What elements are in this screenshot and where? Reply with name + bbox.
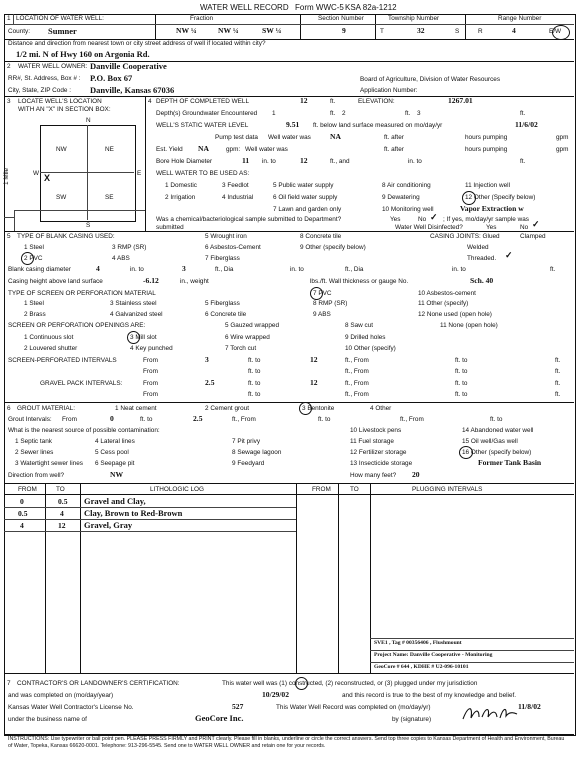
- contam-fertilizer[interactable]: 12 Fertilizer storage: [350, 449, 407, 456]
- gpi-to-label-3: ft. to: [248, 391, 261, 398]
- gpm-label-2: gpm: [556, 146, 569, 153]
- chem-if-yes: ; If yes, mo/day/yr sample was: [443, 216, 529, 223]
- use-other-value[interactable]: Vapor Extraction w: [460, 204, 524, 213]
- use-lawn[interactable]: 7 Lawn and garden only: [273, 206, 342, 213]
- contam-pit-privy[interactable]: 7 Pit privy: [232, 438, 261, 445]
- opening-key-punched[interactable]: 4 Key punched: [130, 345, 173, 352]
- contam-other-circle: [459, 446, 473, 459]
- static-level-text: ft. below land surface measured on mo/day/yr: [313, 122, 443, 129]
- est-yield-value[interactable]: NA: [198, 144, 209, 153]
- threaded-check-icon: ✓: [505, 250, 513, 260]
- depth-label: DEPTH OF COMPLETED WELL: [156, 98, 250, 105]
- well-water-was-label: Well water was: [268, 134, 311, 141]
- grout-other[interactable]: 4 Other: [370, 405, 392, 412]
- use-injection-well[interactable]: 11 Injection well: [465, 182, 510, 189]
- casing-height-label: Casing height above land surface: [8, 278, 103, 285]
- spi-from-label-2: From: [143, 368, 158, 375]
- chem-yes[interactable]: Yes: [390, 216, 401, 223]
- well-x-mark: X: [44, 173, 51, 183]
- gw-3: 3: [417, 110, 421, 117]
- bore-in-to: in. to: [262, 158, 276, 165]
- section-1-number: 1: [7, 15, 11, 22]
- business-name[interactable]: GeoCore Inc.: [195, 713, 244, 723]
- application-number-label: Application Number:: [360, 87, 418, 94]
- use-irrigation[interactable]: 2 Irrigation: [165, 194, 196, 201]
- elevation-label: ELEVATION:: [358, 98, 395, 105]
- log-row-1-desc[interactable]: Gravel and Clay,: [84, 496, 146, 506]
- bore-hole-label: Bore Hole Diameter: [156, 158, 213, 165]
- contam-seepage[interactable]: 6 Seepage pit: [95, 460, 135, 467]
- log-to-header-2: TO: [350, 486, 359, 493]
- contam-cess-pool[interactable]: 5 Cess pool: [95, 449, 129, 456]
- bore-ft: ft.: [520, 158, 526, 165]
- section-number-label: Section Number: [318, 15, 364, 22]
- gpi-ft: ft.: [555, 380, 561, 387]
- gpi-ft-2: ft.: [555, 391, 561, 398]
- business-label: under the business name of: [8, 716, 87, 723]
- true-text: and this record is true to the best of my knowledge and belief.: [342, 692, 517, 699]
- screen-brass[interactable]: 2 Brass: [24, 311, 46, 318]
- gpi-ft-from: ft., From: [345, 380, 369, 387]
- casing-rmp[interactable]: 3 RMP (SR): [112, 244, 147, 251]
- contam-livestock[interactable]: 10 Livestock pens: [350, 427, 402, 434]
- address-label: RR#, St. Address, Box # :: [8, 75, 81, 82]
- blank-in-to-2: in. to: [290, 266, 304, 273]
- county-value[interactable]: Sumner: [48, 26, 77, 36]
- screen-concrete[interactable]: 6 Concrete tile: [205, 311, 247, 318]
- screen-abs[interactable]: 9 ABS: [313, 311, 331, 318]
- certification-label: CONTRACTOR'S OR LANDOWNER'S CERTIFICATION:: [17, 680, 180, 687]
- gpi-to-label-4: ft. to: [455, 391, 468, 398]
- opening-other[interactable]: 10 Other (specify): [345, 345, 396, 352]
- completed-label: and was completed on (mo/day/year): [8, 692, 114, 699]
- opening-mill-slot[interactable]: 3 Mill slot: [130, 334, 157, 341]
- submitted-label: submitted: [156, 224, 184, 231]
- fraction-3[interactable]: SW ¼: [262, 26, 282, 35]
- log-row-3-to[interactable]: 12: [58, 521, 66, 530]
- well-water-was-label-2: Well water was: [245, 146, 288, 153]
- contam-oil-gas[interactable]: 15 Oil well/Gas well: [462, 438, 518, 445]
- use-dewatering[interactable]: 9 Dewatering: [382, 194, 420, 201]
- wall-thickness-value[interactable]: Sch. 40: [470, 276, 494, 285]
- direction-value[interactable]: NW: [110, 470, 124, 479]
- log-row-2-from[interactable]: 0.5: [18, 509, 28, 518]
- completed-date[interactable]: 10/29/02: [262, 690, 290, 699]
- screen-pvc-circle: [310, 287, 323, 300]
- est-yield-unit: gpm:: [226, 146, 241, 153]
- use-label: WELL WATER TO BE USED AS:: [156, 170, 250, 177]
- after-label: ft. after: [384, 134, 404, 141]
- record-completed-date[interactable]: 11/8/02: [518, 702, 541, 711]
- screen-none[interactable]: 12 None used (open hole): [418, 311, 492, 318]
- bentonite-circle: [299, 402, 312, 415]
- log-to-header: TO: [56, 486, 65, 493]
- gpi-from-label: From: [143, 380, 158, 387]
- disinfected-label: Water Well Disinfected?: [395, 224, 463, 231]
- contam-lateral[interactable]: 4 Lateral lines: [95, 438, 135, 445]
- use-other[interactable]: 12 Other (Specify below): [465, 194, 536, 201]
- after-label-2: ft. after: [384, 146, 404, 153]
- disinfected-no[interactable]: No: [520, 224, 529, 231]
- grout-neat-cement[interactable]: 1 Neat cement: [115, 405, 157, 412]
- spi-ft-2: ft.: [555, 368, 561, 375]
- owner-value[interactable]: Danville Cooperative: [90, 61, 167, 71]
- use-industrial[interactable]: 4 Industrial: [222, 194, 254, 201]
- gw-ft-2: ft.: [405, 110, 411, 117]
- locate-label-1: LOCATE WELL'S LOCATION: [18, 98, 102, 105]
- quad-nw: NW: [56, 146, 67, 153]
- disinfected-yes[interactable]: Yes: [486, 224, 497, 231]
- constructed-circle: [295, 677, 308, 690]
- distance-label: Distance and direction from nearest town or city street address of well if located within city?: [8, 40, 266, 47]
- contam-feedyard[interactable]: 9 Feedyard: [232, 460, 265, 467]
- contam-insecticide[interactable]: 13 Insecticide storage: [350, 460, 413, 467]
- form-title: WATER WELL RECORD: [200, 3, 289, 12]
- section-number-value[interactable]: 9: [342, 26, 346, 35]
- quad-ne: NE: [105, 146, 114, 153]
- pump-na[interactable]: NA: [330, 132, 341, 141]
- gw-1: 1: [272, 110, 276, 117]
- spi-to-label-3: ft. to: [248, 368, 261, 375]
- screen-stainless[interactable]: 3 Stainless steel: [110, 300, 157, 307]
- screen-asbestos[interactable]: 10 Asbestos-cement: [418, 290, 476, 297]
- section-4-number: 4: [148, 98, 152, 105]
- blank-ft: ft.: [550, 266, 556, 273]
- west-label: W: [33, 170, 40, 177]
- township-value[interactable]: 32: [417, 26, 425, 35]
- distance-value[interactable]: 1/2 mi. N of Hwy 160 on Argonia Rd.: [16, 49, 150, 59]
- screen-pvc[interactable]: 7 PVC: [313, 290, 332, 297]
- log-from-header-2: FROM: [312, 486, 331, 493]
- opening-saw-cut[interactable]: 8 Saw cut: [345, 322, 374, 329]
- certification-text: This water well was (1) constructed, (2) reconstructed, or (3) plugged under my jurisdiction: [222, 680, 478, 687]
- grout-to-value[interactable]: 2.5: [193, 414, 203, 423]
- disinfected-no-check-icon: ✓: [532, 219, 540, 229]
- range-r: R: [478, 28, 483, 35]
- screen-rmp[interactable]: 8 RMP (SR): [313, 300, 348, 307]
- hours-pumping-label-2: hours pumping: [465, 146, 508, 153]
- blank-diameter-label: Blank casing diameter: [8, 266, 71, 273]
- casing-pvc-circle: [21, 252, 34, 265]
- wall-thickness-label: lbs./ft. Wall thickness or gauge No.: [310, 278, 409, 285]
- fraction-label: Fraction: [190, 15, 214, 22]
- township-t: T: [380, 28, 384, 35]
- contam-watertight[interactable]: 3 Watertight sewer lines: [15, 460, 83, 467]
- contam-sewer[interactable]: 2 Sewer lines: [15, 449, 54, 456]
- blank-ft-dia: ft., Dia: [215, 266, 234, 273]
- opening-continuous[interactable]: 1 Continuous slot: [24, 334, 74, 341]
- grout-label: GROUT MATERIAL:: [17, 405, 75, 412]
- log-lithologic-header: LITHOLOGIC LOG: [150, 486, 204, 493]
- elevation-value[interactable]: 1267.01: [448, 96, 473, 105]
- screen-galvanized[interactable]: 4 Galvanized steel: [110, 311, 163, 318]
- opening-wire-wrapped[interactable]: 6 Wire wrapped: [225, 334, 270, 341]
- static-level-label: WELL'S STATIC WATER LEVEL: [156, 122, 249, 129]
- openings-label: SCREEN OR PERFORATION OPENINGS ARE:: [8, 322, 146, 329]
- screen-other[interactable]: 11 Other (specify): [418, 300, 469, 307]
- spi-to-label-4: ft. to: [455, 368, 468, 375]
- signature-image: [460, 702, 520, 724]
- casing-weight-label: in., weight: [180, 278, 209, 285]
- static-level-value[interactable]: 9.51: [286, 120, 300, 129]
- gpi-from-value[interactable]: 2.5: [205, 378, 215, 387]
- section-5-number: 5: [7, 233, 11, 240]
- how-many-feet-value[interactable]: 20: [412, 470, 420, 479]
- record-completed-label: This Water Well Record was completed on (mo/day/yr): [276, 704, 431, 711]
- range-w-circle: [552, 25, 570, 40]
- spi-ft-from-2: ft., From: [345, 368, 369, 375]
- casing-joints-label: CASING JOINTS: Glued: [430, 233, 500, 240]
- log-row-1-to[interactable]: 0.5: [58, 497, 68, 506]
- use-monitoring[interactable]: 10 Monitoring well: [382, 206, 434, 213]
- blank-in-to: in. to: [130, 266, 144, 273]
- fraction-2[interactable]: NW ¼: [218, 26, 239, 35]
- gpm-label: gpm: [556, 134, 569, 141]
- license-label: Kansas Water Well Contractor's License No.: [8, 704, 134, 711]
- joints-threaded[interactable]: Threaded.: [467, 255, 497, 262]
- log-row-1-from[interactable]: 0: [20, 497, 24, 506]
- gpi-ft-from-2: ft., From: [345, 391, 369, 398]
- log-row-3-desc[interactable]: Gravel, Gray: [84, 520, 133, 530]
- direction-label: Direction from well?: [8, 472, 65, 479]
- city-label: City, State, ZIP Code :: [8, 87, 71, 94]
- gw-ft-1: ft.: [330, 110, 336, 117]
- casing-asbestos[interactable]: 6 Asbestos-Cement: [205, 244, 261, 251]
- hours-pumping-label: hours pumping: [465, 134, 508, 141]
- grout-cement-grout[interactable]: 2 Cement grout: [205, 405, 250, 412]
- location-label: LOCATION OF WATER WELL:: [16, 15, 104, 22]
- joints-clamped[interactable]: Clamped: [520, 233, 546, 240]
- how-many-feet-label: How many feet?: [350, 472, 397, 479]
- range-label: Range Number: [498, 15, 542, 22]
- blank-in-to-3: in. to: [452, 266, 466, 273]
- casing-pvc[interactable]: 2 PVC: [24, 255, 43, 262]
- est-yield-label: Est. Yield: [156, 146, 183, 153]
- spi-ft-from: ft., From: [345, 357, 369, 364]
- section-3-number: 3: [7, 98, 11, 105]
- spi-to-label: ft. to: [248, 357, 261, 364]
- casing-wrought-iron[interactable]: 5 Wrought iron: [205, 233, 247, 240]
- blank-diameter-value[interactable]: 4: [96, 264, 100, 273]
- gpi-to-label: ft. to: [248, 380, 261, 387]
- casing-label: TYPE OF BLANK CASING USED:: [17, 233, 115, 240]
- mill-slot-circle: [127, 331, 140, 344]
- quad-se: SE: [105, 194, 114, 201]
- use-feedlot[interactable]: 3 Feedlot: [222, 182, 249, 189]
- geocore-note: GeoCore # 644 , KDHE # U2-096-10101: [374, 664, 469, 670]
- owner-label: WATER WELL OWNER:: [18, 63, 88, 70]
- plugging-header: PLUGGING INTERVALS: [412, 486, 483, 493]
- casing-other[interactable]: 9 Other (specify below): [300, 244, 366, 251]
- log-row-2-to[interactable]: 4: [60, 509, 64, 518]
- spi-from-label: From: [143, 357, 158, 364]
- grout-ft-from-2: ft., From: [400, 416, 424, 423]
- east-label: E: [137, 170, 142, 177]
- license-value[interactable]: 527: [232, 702, 244, 711]
- use-oil-field[interactable]: 6 Oil field water supply: [273, 194, 338, 201]
- grout-to-label-3: ft. to: [490, 416, 503, 423]
- township-label: Township Number: [388, 15, 440, 22]
- chemical-sample-label: Was a chemical/bacteriological sample submitted to Department?: [156, 216, 342, 223]
- grout-to-label: ft. to: [140, 416, 153, 423]
- spi-to-value[interactable]: 12: [310, 355, 318, 364]
- one-mile-label: 1 Mile: [3, 167, 10, 185]
- form-number: Form WWC-5: [295, 3, 344, 12]
- bore-in-to-2: in. to: [408, 158, 422, 165]
- gravel-pack-label: GRAVEL PACK INTERVALS:: [40, 380, 123, 387]
- section-7-number: 7: [7, 680, 11, 687]
- screen-type-label: TYPE OF SCREEN OR PERFORATION MATERIAL: [8, 290, 156, 297]
- project-note: Project Name: Danville Cooperative - Monitoring: [374, 652, 493, 658]
- gpi-to-label-2: ft. to: [455, 380, 468, 387]
- casing-concrete-tile[interactable]: 8 Concrete tile: [300, 233, 342, 240]
- opening-louvered[interactable]: 2 Louvered shutter: [24, 345, 78, 352]
- log-row-3-from[interactable]: 4: [20, 521, 24, 530]
- contam-septic[interactable]: 1 Septic tank: [15, 438, 52, 445]
- contam-other-value[interactable]: Former Tank Basin: [478, 458, 542, 467]
- ksa-reference: KSA 82a-1212: [345, 3, 397, 12]
- opening-torch-cut[interactable]: 7 Torch cut: [225, 345, 257, 352]
- section-6-number: 6: [7, 405, 11, 412]
- use-air-conditioning[interactable]: 8 Air conditioning: [382, 182, 431, 189]
- casing-steel[interactable]: 1 Steel: [24, 244, 44, 251]
- depth-unit: ft.: [330, 98, 336, 105]
- signature-label: by (signature): [392, 716, 432, 723]
- log-from-header: FROM: [18, 486, 37, 493]
- blank-ft-dia-2: ft., Dia: [345, 266, 364, 273]
- use-domestic[interactable]: 1 Domestic: [165, 182, 197, 189]
- spi-from-value[interactable]: 3: [205, 355, 209, 364]
- gw-2: 2: [342, 110, 346, 117]
- bore-hole-value[interactable]: 11: [242, 156, 250, 165]
- opening-none[interactable]: 11 None (open hole): [440, 322, 498, 329]
- groundwater-label: Depth(s) Groundwater Encountered: [156, 110, 258, 117]
- grout-ft-from: ft., From: [232, 416, 256, 423]
- range-direction[interactable]: E/W: [549, 28, 562, 35]
- svei-note: SVE1 , Tag # 00356406 , Flushmount: [374, 640, 462, 646]
- use-other-circle: [462, 191, 476, 205]
- casing-fiberglass[interactable]: 7 Fiberglass: [205, 255, 240, 262]
- contam-fuel[interactable]: 11 Fuel storage: [350, 438, 394, 445]
- grout-from-value[interactable]: 0: [110, 414, 114, 423]
- contam-other[interactable]: 16 Other (specify below): [462, 449, 532, 456]
- fraction-1[interactable]: NW ¼: [176, 26, 197, 35]
- chem-no[interactable]: No: [418, 216, 427, 223]
- quad-sw: SW: [56, 194, 67, 201]
- gpi-to-value[interactable]: 12: [310, 378, 318, 387]
- grout-bentonite[interactable]: 3 Bentonite: [302, 405, 335, 412]
- city-value[interactable]: Danville, Kansas 67036: [90, 85, 175, 95]
- bore-to-value[interactable]: 12: [300, 156, 308, 165]
- bore-and: ft., and: [330, 158, 350, 165]
- south-label: S: [86, 222, 91, 229]
- spi-ft: ft.: [555, 357, 561, 364]
- casing-height-value[interactable]: -6.12: [143, 276, 159, 285]
- opening-drilled[interactable]: 9 Drilled holes: [345, 334, 386, 341]
- screen-fiberglass[interactable]: 5 Fiberglass: [205, 300, 240, 307]
- address-value[interactable]: P.O. Box 67: [90, 73, 133, 83]
- chem-no-check-icon: ✓: [430, 212, 438, 222]
- gpi-from-label-2: From: [143, 391, 158, 398]
- grout-from-label: From: [62, 416, 77, 423]
- joints-welded[interactable]: Welded: [467, 244, 489, 251]
- static-level-date[interactable]: 11/6/02: [515, 120, 538, 129]
- screen-intervals-label: SCREEN-PERFORATED INTERVALS: [8, 357, 117, 364]
- grout-to-label-2: ft. to: [318, 416, 331, 423]
- grout-intervals-label: Grout Intervals:: [8, 416, 52, 423]
- section-box[interactable]: [40, 125, 136, 222]
- log-row-2-desc[interactable]: Clay, Brown to Red-Brown: [84, 508, 183, 518]
- section-2-number: 2: [7, 63, 11, 70]
- use-public-water[interactable]: 5 Public water supply: [273, 182, 334, 189]
- spi-to-label-2: ft. to: [455, 357, 468, 364]
- county-label: County:: [8, 28, 31, 35]
- contamination-label: What is the nearest source of possible contamination:: [8, 427, 160, 434]
- instructions-text: INSTRUCTIONS: Use typewriter or ball point pen. PLEASE PRESS FIRMLY and PRINT clearly. Please fill in blanks, underline or circle the correct answers. Send top three copies to Kansas Department of Health and Environment, Bureau of Water, Topeka, Kansas 66620-0001. Telephone: 913-296-5545. Send one to WATER WELL OWNER and retain one for your records.: [8, 736, 565, 749]
- gw-ft-3: ft.: [520, 110, 526, 117]
- screen-steel[interactable]: 1 Steel: [24, 300, 44, 307]
- locate-label-2: WITH AN "X" IN SECTION BOX:: [18, 106, 111, 113]
- range-value[interactable]: 4: [512, 26, 516, 35]
- pump-test-label: Pump test data: [215, 134, 258, 141]
- casing-abs[interactable]: 4 ABS: [112, 255, 130, 262]
- opening-gauzed[interactable]: 5 Gauzed wrapped: [225, 322, 280, 329]
- depth-value[interactable]: 12: [300, 96, 308, 105]
- board-label: Board of Agriculture, Division of Water Resources: [360, 76, 501, 83]
- blank-to-value[interactable]: 3: [182, 264, 186, 273]
- contam-abandoned-well[interactable]: 14 Abandoned water well: [462, 427, 534, 434]
- contam-sewage-lagoon[interactable]: 8 Sewage lagoon: [232, 449, 282, 456]
- north-label: N: [86, 117, 91, 124]
- township-direction: S: [455, 28, 460, 35]
